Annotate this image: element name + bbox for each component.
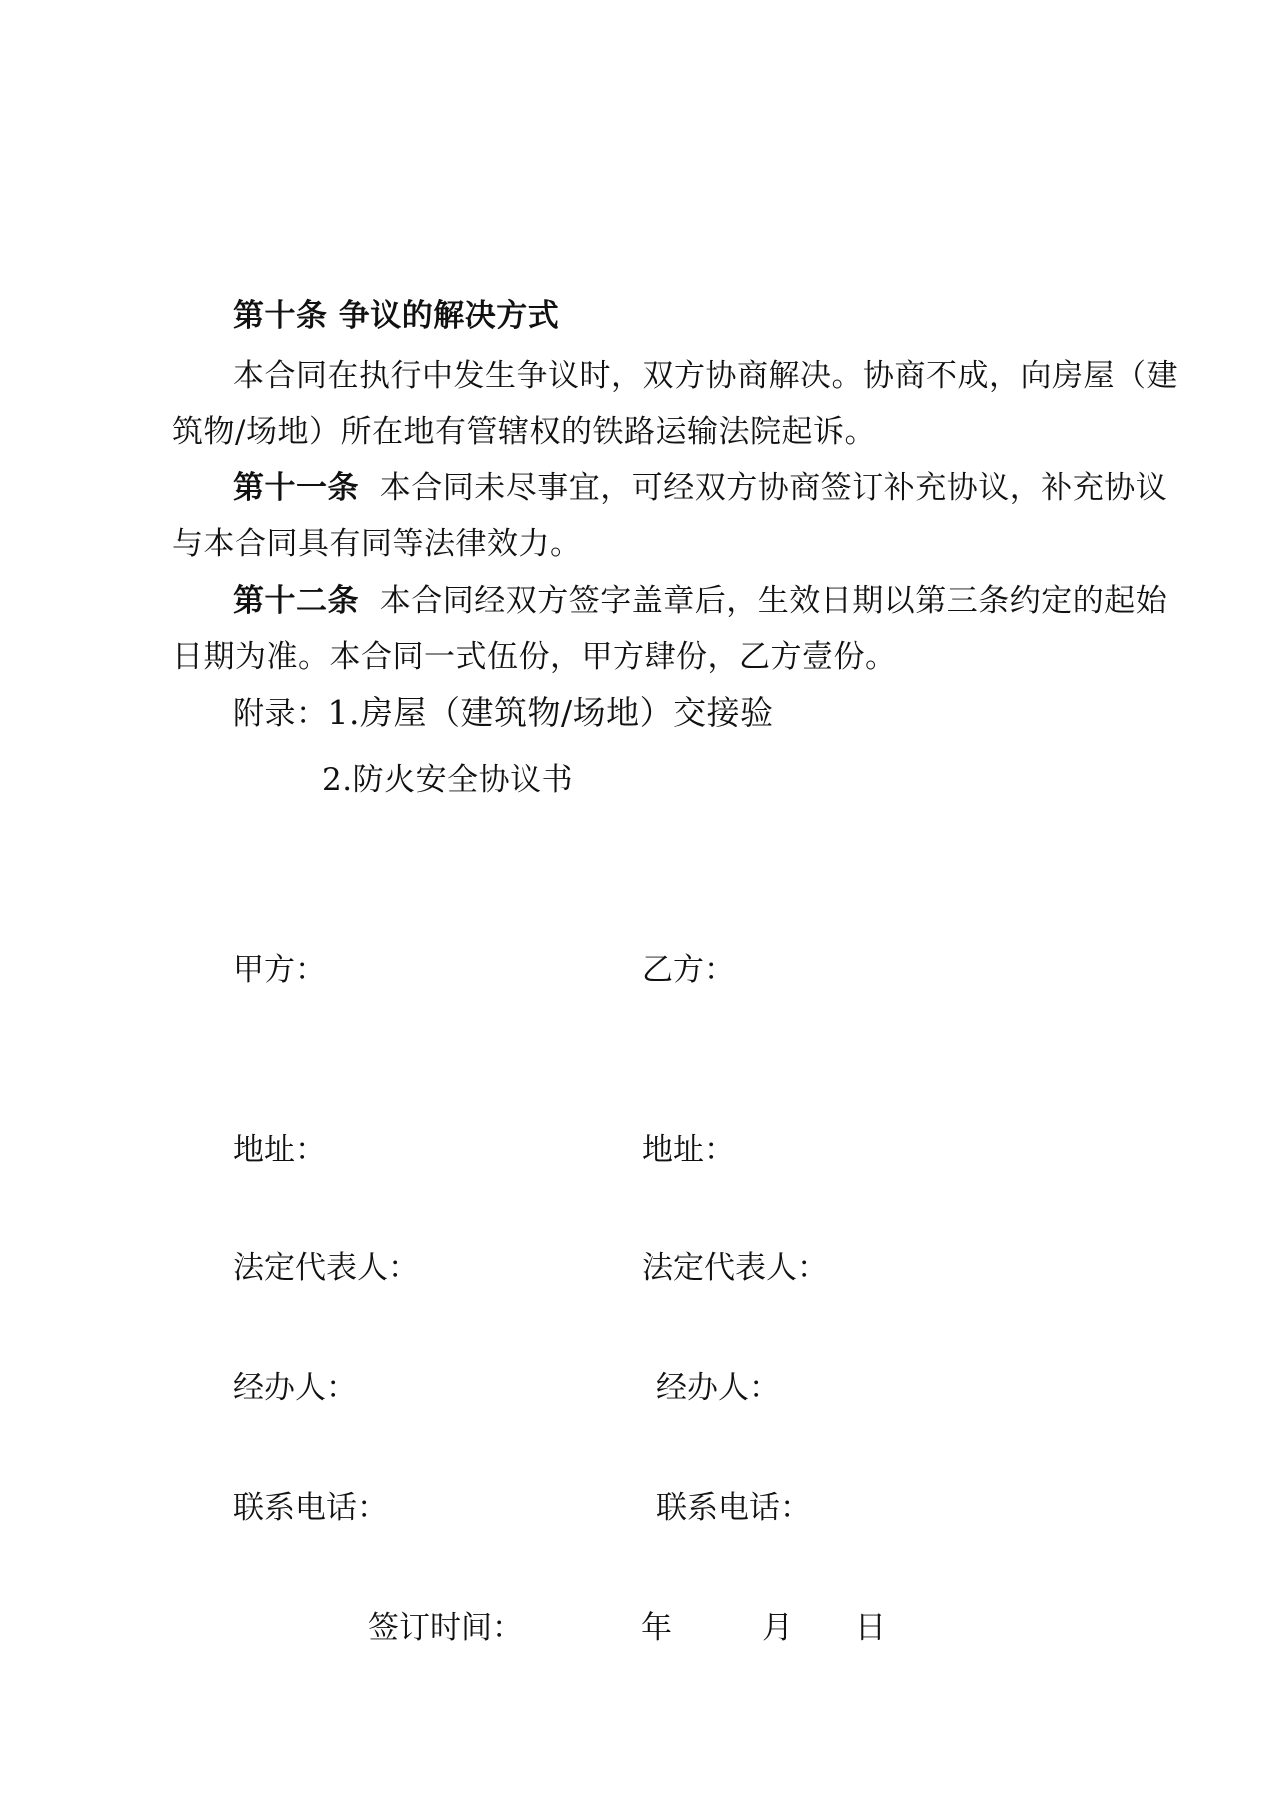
party-b-phone-label: 联系电话： [656, 1490, 811, 1526]
appendix-line-1 [233, 693, 774, 734]
appendix-label: 附录： [233, 696, 328, 732]
article-11-line-2: 与本合同具有同等法律效力。 [172, 526, 582, 562]
signing-date-month: 月 [762, 1610, 793, 1646]
party-a-address-label: 地址： [233, 1132, 326, 1168]
signing-date-day: 日 [855, 1610, 886, 1646]
article-12-line-1 [233, 581, 1167, 621]
appendix-item-1: 1.房屋（建筑物/场地）交接验 [327, 693, 774, 732]
party-b-label: 乙方： [642, 952, 735, 988]
article-12-line-1-text: 本合同经双方签字盖章后，生效日期以第三条约定的起始 [379, 583, 1168, 619]
party-a-label: 甲方： [233, 952, 326, 988]
article-11-line-1 [233, 468, 1167, 508]
article-12-label: 第十二条 [233, 583, 359, 619]
appendix-item-2: 2.防火安全协议书 [322, 762, 574, 798]
article-10-line-1: 本合同在执行中发生争议时，双方协商解决。协商不成，向房屋（建 [233, 358, 1178, 394]
party-b-handler-label: 经办人： [656, 1370, 780, 1406]
party-a-handler-label: 经办人： [233, 1370, 357, 1406]
article-11-label: 第十一条 [233, 470, 359, 506]
article-10-title: 第十条 争议的解决方式 [233, 298, 560, 334]
article-10-line-2: 筑物/场地）所在地有管辖权的铁路运输法院起诉。 [172, 414, 876, 450]
signing-date-year: 年 [641, 1610, 672, 1646]
article-11-line-1-text: 本合同未尽事宜，可经双方协商签订补充协议，补充协议 [379, 470, 1168, 506]
article-12-line-2: 日期为准。本合同一式伍份，甲方肆份，乙方壹份。 [172, 639, 897, 675]
party-b-legal-rep-label: 法定代表人： [642, 1250, 828, 1286]
signing-date-label: 签订时间： [368, 1610, 523, 1646]
party-b-address-label: 地址： [642, 1132, 735, 1168]
party-a-legal-rep-label: 法定代表人： [233, 1250, 419, 1286]
party-a-phone-label: 联系电话： [233, 1490, 388, 1526]
